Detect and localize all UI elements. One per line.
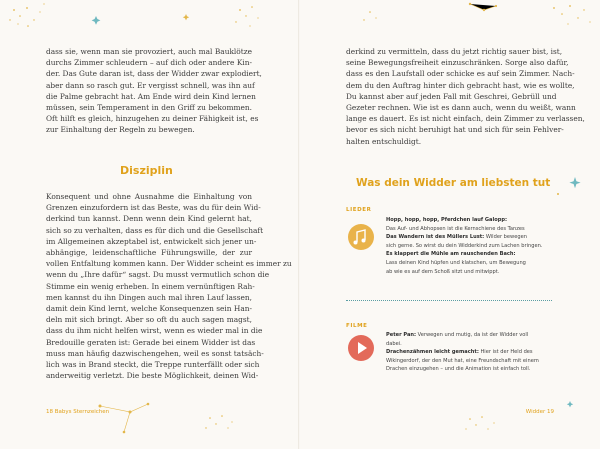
songs-label: LIEDER	[346, 207, 372, 213]
film-text: Verwegen und mutig, da ist der Widder voll	[416, 332, 529, 338]
song-entry	[386, 225, 556, 234]
song-entry	[386, 233, 556, 242]
right-paragraph-1	[346, 46, 585, 147]
film-entry	[386, 365, 556, 374]
text-line: sich so zu verhalten, dass es für dich und die Gesellschaft	[46, 225, 264, 235]
text-line: Grenzen einzufordern ist das Beste, was du für dein Wid-	[46, 203, 261, 213]
text-line: abhängige, leidenschaftliche Führungswille, der zur	[46, 248, 252, 258]
text-line: derkind zu vermitteln, dass du jetzt richtig sauer bist, ist,	[346, 47, 563, 56]
films-list	[386, 331, 556, 374]
text-line: zur Einhaltung der Regeln zu bewegen.	[46, 125, 195, 135]
song-text: ab wie es auf dem Schoß sitzt und mitwippt.	[386, 268, 500, 275]
star-icon	[554, 190, 562, 198]
song-entry	[386, 259, 556, 268]
text-line: müssen, sein Temperament in den Griff zu bekommen.	[46, 103, 252, 113]
left-paragraph-2	[46, 191, 292, 381]
films-label: FILME	[346, 323, 368, 329]
film-text: Wikingerdorf, der den Mut hat, eine Freundschaft mit einem	[386, 357, 539, 364]
song-title: Das Wandern ist des Müllers Lust:	[386, 234, 485, 241]
section-divider	[346, 300, 552, 301]
film-text: Drachen einzugehen – und die Animation ist einfach toll.	[386, 366, 531, 373]
star-cluster-decoration	[300, 0, 600, 40]
song-text: Lass deinen Kind hüpfen und klatschen, um Bewegung	[386, 259, 526, 266]
song-entry	[386, 242, 556, 251]
film-title: Peter Pan:	[386, 332, 417, 338]
text-line: wenn du „Ihre dafür“ sagst. Du musst vermutlich schon die	[46, 270, 270, 280]
section-heading-favorites: Was dein Widder am liebsten tut	[356, 177, 551, 189]
text-line: dass du ihm nicht helfen wirst, wenn es wieder mal in die	[46, 326, 263, 336]
film-text: dabei.	[386, 340, 402, 347]
text-line: die Palme gebracht hat. Am Ende wird dein Kind lernen	[46, 91, 256, 101]
play-button-icon	[346, 333, 376, 363]
film-text: Hier ist der Held des	[478, 349, 533, 356]
left-paragraph-1	[46, 46, 262, 136]
star-cluster-decoration	[0, 0, 300, 40]
film-title: Drachenzähmen leicht gemacht:	[386, 349, 479, 356]
text-line: Stimme ein wenig erheben. In einem vernünftigen Rah-	[46, 281, 255, 291]
song-text: Das Auf- und Abhopsen ist die Kernschiene des Tanzes	[386, 225, 525, 232]
song-entry	[386, 250, 556, 259]
text-line: lange es dauert. Es ist nicht einfach, dein Zimmer zu verlassen,	[346, 114, 585, 124]
song-text: Wilder bewegen	[484, 234, 527, 241]
text-line: lich was in Brand steckt, die Treppe runterfällt oder sich	[46, 360, 260, 370]
text-line: bevor es sich nicht beruhigt hat und sich für sein Fehlver-	[346, 125, 564, 135]
text-line: Oft hilft es gleich, hinzugehen zu deiner Fähigkeit ist, es	[46, 114, 259, 124]
song-title: Hopp, hopp, hopp, Pferdchen lauf Galopp:	[386, 217, 508, 223]
right-page	[300, 0, 600, 449]
song-title: Es klappert die Mühle am rauschenden Bach:	[386, 251, 516, 258]
text-line: der. Das Gute daran ist, dass der Widder zwar explodiert,	[46, 69, 262, 79]
text-line: aber dann so rasch gut. Er vergisst schnell, was ihn auf	[46, 80, 255, 90]
song-entry	[386, 268, 556, 277]
text-line: vollen Entfaltung kommen kann. Der Widder scheint es immer zu	[46, 259, 292, 269]
text-line: deln mit sich bringt. Aber so oft du auch sagen magst,	[46, 315, 252, 325]
sparkle-icon	[568, 176, 582, 190]
text-line: anderweitig verletzt. Die beste Möglichkeit, deinen Wid-	[46, 371, 259, 381]
text-line: dass sie, wenn man sie provoziert, auch mal Bauklötze	[46, 47, 252, 56]
film-entry	[386, 348, 556, 357]
film-entry	[386, 331, 556, 340]
text-line: im Allgemeinen akzeptabel ist, entwickelt sich jener un-	[46, 236, 257, 246]
section-heading-discipline: Disziplin	[120, 164, 173, 177]
text-line: Konsequent und ohne Ausnahme die Einhaltung von	[46, 192, 252, 201]
music-notes-icon	[346, 222, 376, 252]
text-line: dass es den Laufstall oder schicke es auf sein Zimmer. Nach-	[346, 69, 575, 79]
songs-list	[386, 216, 556, 276]
constellation-decoration	[60, 398, 260, 448]
song-text: sich gerne. So wirst du dein Widderkind zum Lachen bringen.	[386, 242, 543, 249]
page-footer-left: 18 Babys Sternzeichen	[46, 409, 110, 415]
text-line: Du kannst aber auf jeden Fall mit Geschrei, Gebrüll und	[346, 91, 557, 101]
text-line: Bredouille geraten ist: Gerade bei einem Widder ist das	[46, 337, 256, 347]
text-line: derkind tun kannst. Denn wenn dein Kind gelernt hat,	[46, 214, 252, 224]
star-cluster-decoration	[450, 395, 600, 449]
text-line: dem du den Auftrag hinter dich gebracht hast, wie es wollte,	[346, 80, 575, 90]
text-line: halten entschuldigt.	[346, 136, 422, 146]
text-line: seine Bewegungsfreiheit einzuschränken. Sorge also dafür,	[346, 58, 569, 68]
text-line: damit dein Kind lernt, welche Konsequenzen sein Han-	[46, 304, 252, 314]
song-entry	[386, 216, 556, 225]
film-entry	[386, 340, 556, 349]
text-line: Gezeter rechnen. Wie ist es dann auch, wenn du weißt, wann	[346, 103, 576, 113]
text-line: men kannst du ihn Dingen auch mal ihren Lauf lassen,	[46, 292, 252, 302]
film-entry	[386, 357, 556, 366]
text-line: durchs Zimmer schleudern – auf dich oder andere Kin-	[46, 58, 252, 68]
text-line: muss man häufig dazwischengehen, weil es sonst tatsäch-	[46, 348, 264, 358]
page-footer-right: Widder 19	[525, 409, 554, 415]
